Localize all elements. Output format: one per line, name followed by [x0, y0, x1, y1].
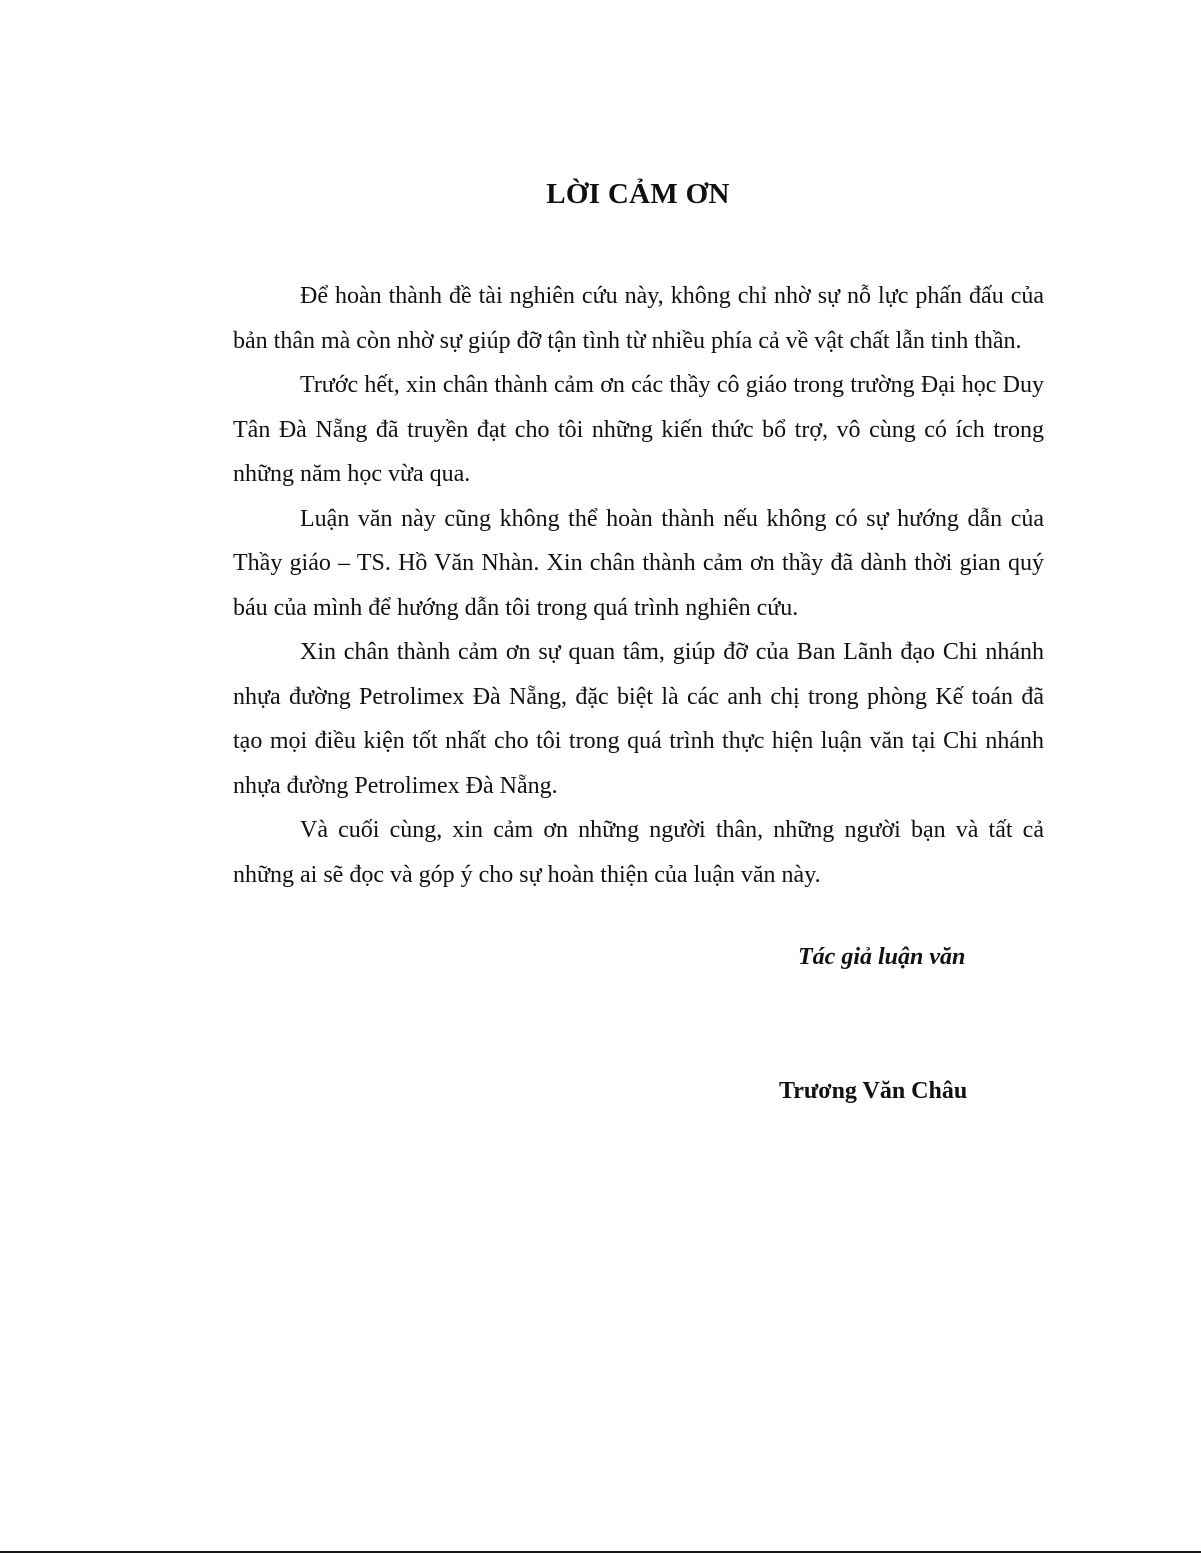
paragraph-2: Trước hết, xin chân thành cảm ơn các thầy cô giáo trong trường Đại học Duy Tân Đà Nẵng đã truyền đạt cho tôi những kiến thức bổ trợ, vô cùng có ích trong những năm học vừa qua. — [233, 372, 1044, 487]
bottom-divider — [0, 1551, 1201, 1553]
author-role: Tác giả luận văn — [798, 944, 966, 970]
page-title: LỜI CẢM ƠN — [546, 178, 730, 210]
author-name: Trương Văn Châu — [779, 1078, 968, 1104]
acknowledgement-body — [233, 274, 1044, 897]
paragraph-4: Xin chân thành cảm ơn sự quan tâm, giúp đỡ của Ban Lãnh đạo Chi nhánh nhựa đường Petrolimex Đà Nẵng, đặc biệt là các anh chị trong phòng Kế toán đã tạo mọi điều kiện tốt nhất cho tôi trong quá trình thực hiện luận văn tại Chi nhánh nhựa đường Petrolimex Đà Nẵng. — [233, 639, 1044, 799]
paragraph-3: Luận văn này cũng không thể hoàn thành nếu không có sự hướng dẫn của Thầy giáo – TS. Hồ Văn Nhàn. Xin chân thành cảm ơn thầy đã dành thời gian quý báu của mình để hướng dẫn tôi trong quá trình nghiên cứu. — [233, 505, 1044, 621]
paragraph-1: Để hoàn thành đề tài nghiên cứu này, không chỉ nhờ sự nỗ lực phấn đấu của bản thân mà còn nhờ sự giúp đỡ tận tình từ nhiều phía cả về vật chất lẫn tinh thần. — [233, 283, 1044, 354]
paragraph-5: Và cuối cùng, xin cảm ơn những người thân, những người bạn và tất cả những ai sẽ đọc và góp ý cho sự hoàn thiện của luận văn này. — [233, 817, 1044, 888]
